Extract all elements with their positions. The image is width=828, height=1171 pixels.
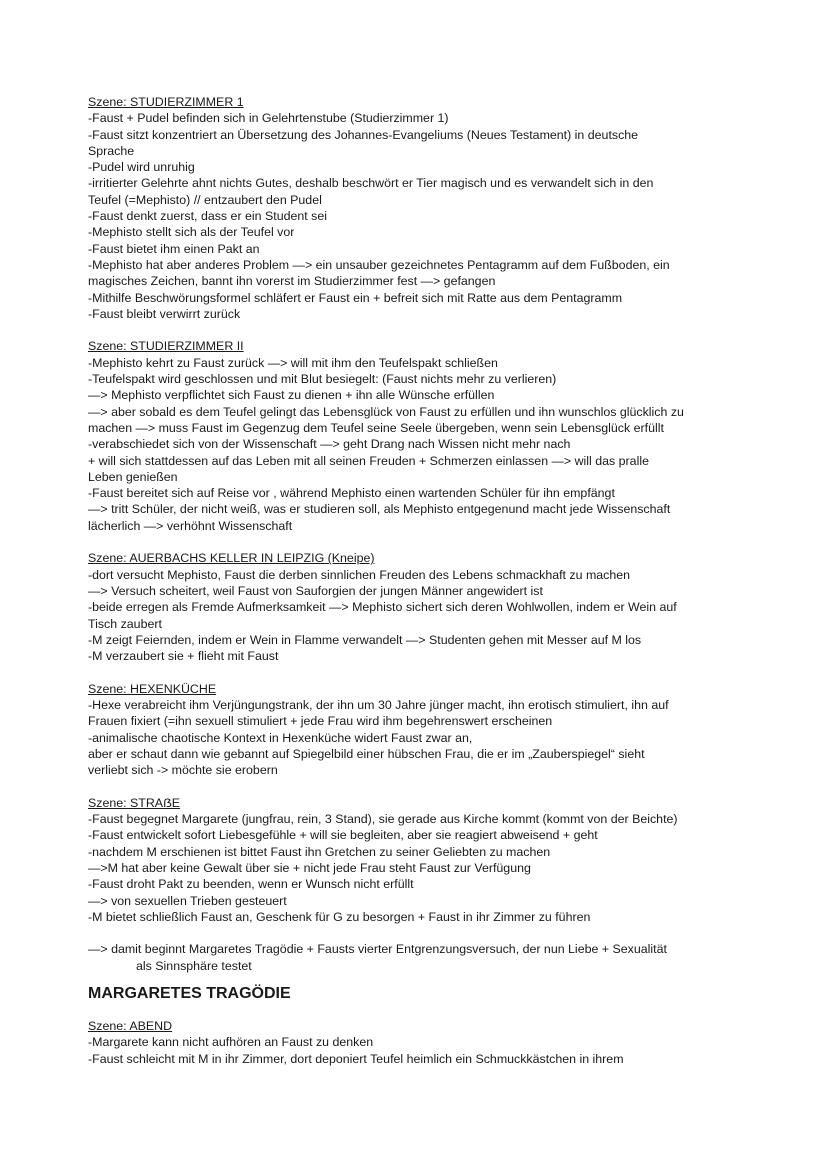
section-heading: Szene: STUDIERZIMMER II [88, 339, 244, 354]
text-line: aber er schaut dann wie gebannt auf Spiegelbild einer hübschen Frau, die er im „Zauberspiegel“ sieht [88, 746, 645, 761]
text-line: Teufel (=Mephisto) // entzaubert den Pudel [88, 192, 322, 207]
text-line: -animalische chaotische Kontext in Hexenküche widert Faust zwar an, [88, 730, 473, 745]
text-line: -Pudel wird unruhig [88, 160, 195, 175]
text-line: -Faust schleicht mit M in ihr Zimmer, dort deponiert Teufel heimlich ein Schmuckkästchen in ihrem [88, 1051, 624, 1066]
spacer [88, 322, 748, 338]
text-line: -Hexe verabreicht ihm Verjüngungstrank, der ihn um 30 Jahre jünger macht, ihn erotisch stimuliert, ihn auf [88, 697, 669, 712]
text-line: -dort versucht Mephisto, Faust die derben sinnlichen Freuden des Lebens schmackhaft zu machen [88, 567, 631, 582]
text-line: -verabschiedet sich von der Wissenschaft —> geht Drang nach Wissen nicht mehr nach [88, 437, 571, 452]
text-line: -Teufelspakt wird geschlossen und mit Blut besiegelt: (Faust nichts mehr zu verlieren) [88, 372, 557, 387]
spacer [88, 925, 748, 941]
text-line: -Mithilfe Beschwörungsformel schläfert er Faust ein + befreit sich mit Ratte aus dem Pentagramm [88, 290, 623, 305]
text-line: -M verzaubert sie + flieht mit Faust [88, 649, 279, 664]
spacer [88, 534, 748, 550]
text-line: —> von sexuellen Trieben gesteuert [88, 893, 287, 908]
text-line: -Faust denkt zuerst, dass er ein Student sei [88, 209, 327, 224]
section-studierzimmer-1 [88, 94, 748, 322]
section-heading: Szene: STUDIERZIMMER 1 [88, 95, 244, 109]
text-line: -Faust droht Pakt zu beenden, wenn er Wunsch nicht erfüllt [88, 877, 414, 892]
spacer [88, 664, 748, 680]
section-abend [88, 1018, 748, 1067]
text-line: machen —> muss Faust im Gegenzug dem Teufel seine Seele übergeben, wenn sein Lebensglück erfüllt [88, 420, 664, 435]
text-line: lächerlich —> verhöhnt Wissenschaft [88, 518, 293, 533]
text-line: -Mephisto stellt sich als der Teufel vor [88, 225, 295, 240]
text-line: -Mephisto kehrt zu Faust zurück —> will mit ihm den Teufelspakt schließen [88, 355, 498, 370]
conclusion-line: —> damit beginnt Margaretes Tragödie + Fausts vierter Entgrenzungsversuch, der nun Liebe + Sexualität [88, 942, 667, 957]
text-line: —> aber sobald es dem Teufel gelingt das Lebensglück von Faust zu erfüllen und ihn wunschlos glücklich zu [88, 404, 684, 419]
text-line: -Margarete kann nicht aufhören an Faust zu denken [88, 1035, 374, 1050]
text-line: -irritierter Gelehrte ahnt nichts Gutes, deshalb beschwört er Tier magisch und es verwandelt sich in den [88, 176, 654, 191]
section-hexenkueche [88, 681, 748, 779]
text-line: —> tritt Schüler, der nicht weiß, was er studieren soll, als Mephisto entgegenund macht jede Wissenschaft [88, 502, 671, 517]
text-line: —> Versuch scheitert, weil Faust von Sauforgien der jungen Männer angewidert ist [88, 583, 543, 598]
text-line: -Faust begegnet Margarete (jungfrau, rein, 3 Stand), sie gerade aus Kirche kommt (kommt von der Beichte) [88, 812, 678, 827]
text-line: -M zeigt Feiernden, indem er Wein in Flamme verwandelt —> Studenten gehen mit Messer auf M los [88, 632, 642, 647]
conclusion-line: als Sinnsphäre testet [136, 958, 252, 973]
part-title: MARGARETES TRAGÖDIE [88, 985, 291, 1003]
text-line: Frauen fixiert (=ihn sexuell stimuliert + jede Frau wird ihm begehrenswert erscheinen [88, 714, 553, 729]
text-line: -Faust entwickelt sofort Liebesgefühle + will sie begleiten, aber sie reagiert abweisend + geht [88, 828, 598, 843]
section-studierzimmer-2 [88, 338, 748, 534]
section-strasse [88, 795, 748, 925]
section-heading: Szene: ABEND [88, 1019, 173, 1034]
document-page [88, 94, 748, 1067]
text-line: Tisch zaubert [88, 616, 162, 631]
section-heading: Szene: STRAẞE [88, 795, 181, 810]
text-line: -Faust bereitet sich auf Reise vor , während Mephisto einen wartenden Schüler für ihn empfängt [88, 486, 615, 501]
text-line: Sprache [88, 143, 135, 158]
conclusion [88, 941, 748, 974]
text-line: magisches Zeichen, bannt ihn vorerst im Studierzimmer fest —> gefangen [88, 274, 496, 289]
text-line: -M bietet schließlich Faust an, Geschenk für G zu besorgen + Faust in ihr Zimmer zu führen [88, 909, 591, 924]
text-line: verliebt sich -> möchte sie erobern [88, 763, 278, 778]
text-line: + will sich stattdessen auf das Leben mit all seinen Freuden + Schmerzen einlassen —> will das pralle [88, 453, 649, 468]
text-line: —> Mephisto verpflichtet sich Faust zu dienen + ihn alle Wünsche erfüllen [88, 388, 495, 403]
spacer [88, 778, 748, 794]
text-line: -Faust bleibt verwirrt zurück [88, 306, 241, 321]
section-heading: Szene: HEXENKÜCHE [88, 681, 217, 696]
text-line: -Mephisto hat aber anderes Problem —> ein unsauber gezeichnetes Pentagramm auf dem Fußboden, ein [88, 257, 670, 272]
section-heading: Szene: AUERBACHS KELLER IN LEIPZIG (Kneipe) [88, 551, 375, 566]
text-line: -nachdem M erschienen ist bittet Faust ihn Gretchen zu seiner Geliebten zu machen [88, 844, 551, 859]
text-line: -Faust bietet ihm einen Pakt an [88, 241, 260, 256]
text-line: -Faust sitzt konzentriert an Übersetzung des Johannes-Evangeliums (Neues Testament) in deutsche [88, 127, 639, 142]
text-line: —>M hat aber keine Gewalt über sie + nicht jede Frau steht Faust zur Verfügung [88, 860, 531, 875]
text-line: Leben genießen [88, 469, 178, 484]
text-line: -Faust + Pudel befinden sich in Gelehrtenstube (Studierzimmer 1) [88, 111, 449, 126]
section-auerbachs-keller [88, 550, 748, 664]
text-line: -beide erregen als Fremde Aufmerksamkeit —> Mephisto sichert sich deren Wohlwollen, indem er Wein auf [88, 600, 677, 615]
